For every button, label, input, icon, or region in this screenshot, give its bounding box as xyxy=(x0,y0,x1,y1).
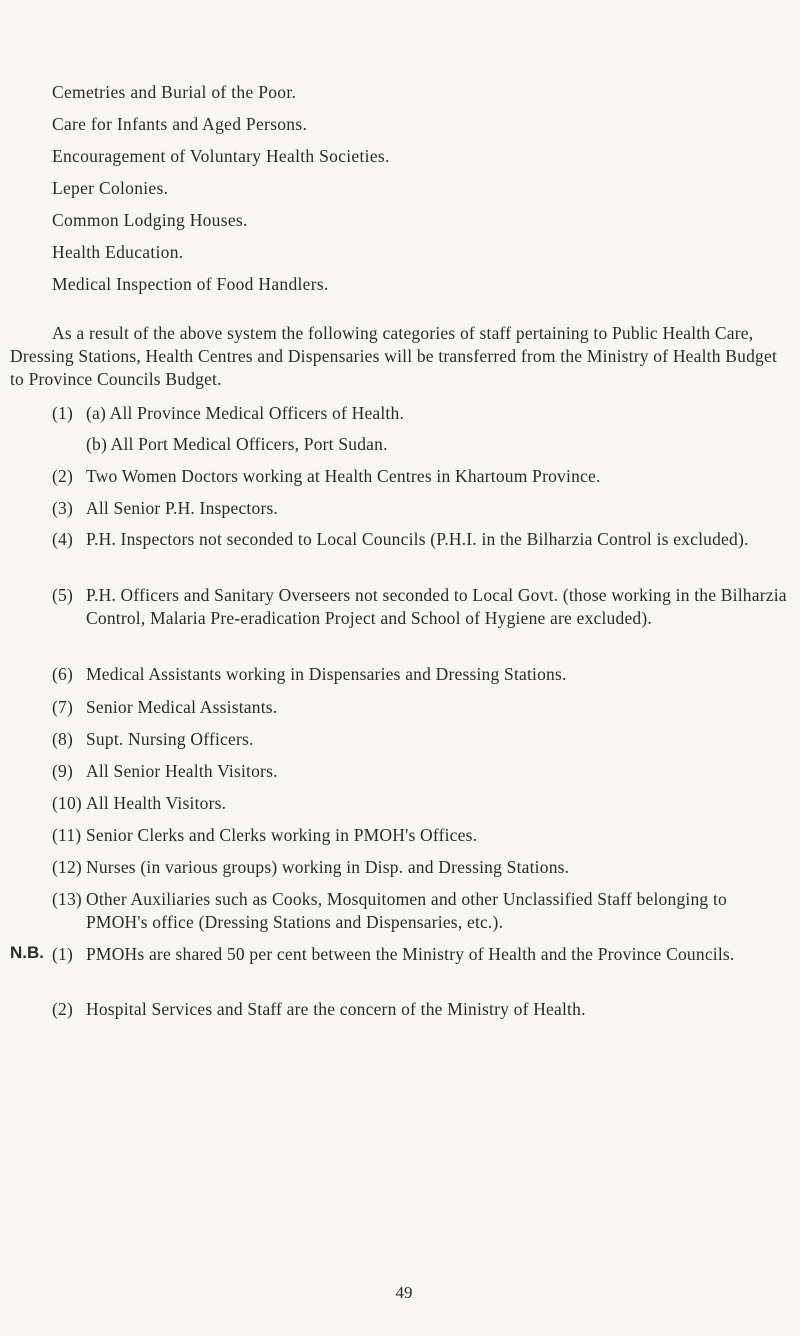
nb-item-text: PMOHs are shared 50 per cent between the Ministry of Health and the Province Councils. xyxy=(86,944,735,964)
item-text: Senior Medical Assistants. xyxy=(86,697,278,717)
item-text: Nurses (in various groups) working in Disp. and Dressing Stations. xyxy=(86,857,570,877)
top-list-item: Leper Colonies. xyxy=(52,178,169,198)
list-item xyxy=(52,888,790,934)
item-text: Senior Clerks and Clerks working in PMOH's Offices. xyxy=(86,825,478,845)
item-text: (b) All Port Medical Officers, Port Sudan. xyxy=(86,434,388,454)
list-item xyxy=(52,728,790,751)
item-number: (2) xyxy=(52,466,74,486)
list-item xyxy=(52,792,790,815)
item-text: Two Women Doctors working at Health Centres in Khartoum Province. xyxy=(86,466,601,486)
list-item xyxy=(52,663,790,686)
item-number: (9) xyxy=(52,761,74,781)
nb-item-number: (1) xyxy=(52,944,74,964)
item-text: (a) All Province Medical Officers of Health. xyxy=(86,403,405,423)
item-number: (6) xyxy=(52,664,74,684)
item-number: (8) xyxy=(52,729,74,749)
item-text: All Senior P.H. Inspectors. xyxy=(86,498,279,518)
top-list-item: Cemetries and Burial of the Poor. xyxy=(52,82,297,102)
list-item xyxy=(52,856,790,879)
nb-item xyxy=(52,943,790,966)
item-number: (7) xyxy=(52,697,74,717)
item-text: Supt. Nursing Officers. xyxy=(86,729,254,749)
list-item xyxy=(52,402,790,425)
item-text: Other Auxiliaries such as Cooks, Mosquitomen and other Unclassified Staff belonging to PMOH's office (Dressing Stations and Dispensaries, etc.). xyxy=(86,889,727,932)
top-list-item: Common Lodging Houses. xyxy=(52,210,248,230)
item-number: (5) xyxy=(52,585,74,605)
list-item xyxy=(52,824,790,847)
list-item xyxy=(52,696,790,719)
list-item xyxy=(52,528,790,551)
nb-label: N.B. xyxy=(10,943,44,962)
item-number: (12) xyxy=(52,857,82,877)
nb-item xyxy=(52,998,790,1021)
intro-paragraph xyxy=(10,322,790,391)
item-number: (3) xyxy=(52,498,74,518)
top-list-item: Health Education. xyxy=(52,242,184,262)
page-number: 49 xyxy=(395,1283,413,1302)
item-text: All Senior Health Visitors. xyxy=(86,761,278,781)
item-text: All Health Visitors. xyxy=(86,793,227,813)
nb-item-text: Hospital Services and Staff are the concern of the Ministry of Health. xyxy=(86,999,586,1019)
item-text: P.H. Inspectors not seconded to Local Councils (P.H.I. in the Bilharzia Control is excluded). xyxy=(86,529,749,549)
list-item xyxy=(52,497,790,520)
list-item xyxy=(52,465,790,488)
item-number: (11) xyxy=(52,825,82,845)
top-list-item: Medical Inspection of Food Handlers. xyxy=(52,274,329,294)
item-number: (10) xyxy=(52,793,82,813)
top-list-item: Encouragement of Voluntary Health Societies. xyxy=(52,146,390,166)
nb-item-number: (2) xyxy=(52,999,74,1019)
item-number: (4) xyxy=(52,529,74,549)
list-item xyxy=(52,584,790,630)
item-text: Medical Assistants working in Dispensaries and Dressing Stations. xyxy=(86,664,567,684)
list-item xyxy=(52,760,790,783)
item-number: (1) xyxy=(52,403,74,423)
intro-paragraph-text: As a result of the above system the following categories of staff pertaining to Public Health Care, Dressing Stations, Health Centres and Dispensaries will be transferred from the Ministry of Health Budget to Province Councils Budget. xyxy=(10,323,778,389)
list-item xyxy=(52,433,790,456)
item-number: (13) xyxy=(52,889,82,909)
top-list-item: Care for Infants and Aged Persons. xyxy=(52,114,308,134)
item-text: P.H. Officers and Sanitary Overseers not seconded to Local Govt. (those working in the Bilharzia Control, Malaria Pre-eradication Project and School of Hygiene are excluded). xyxy=(86,585,787,628)
